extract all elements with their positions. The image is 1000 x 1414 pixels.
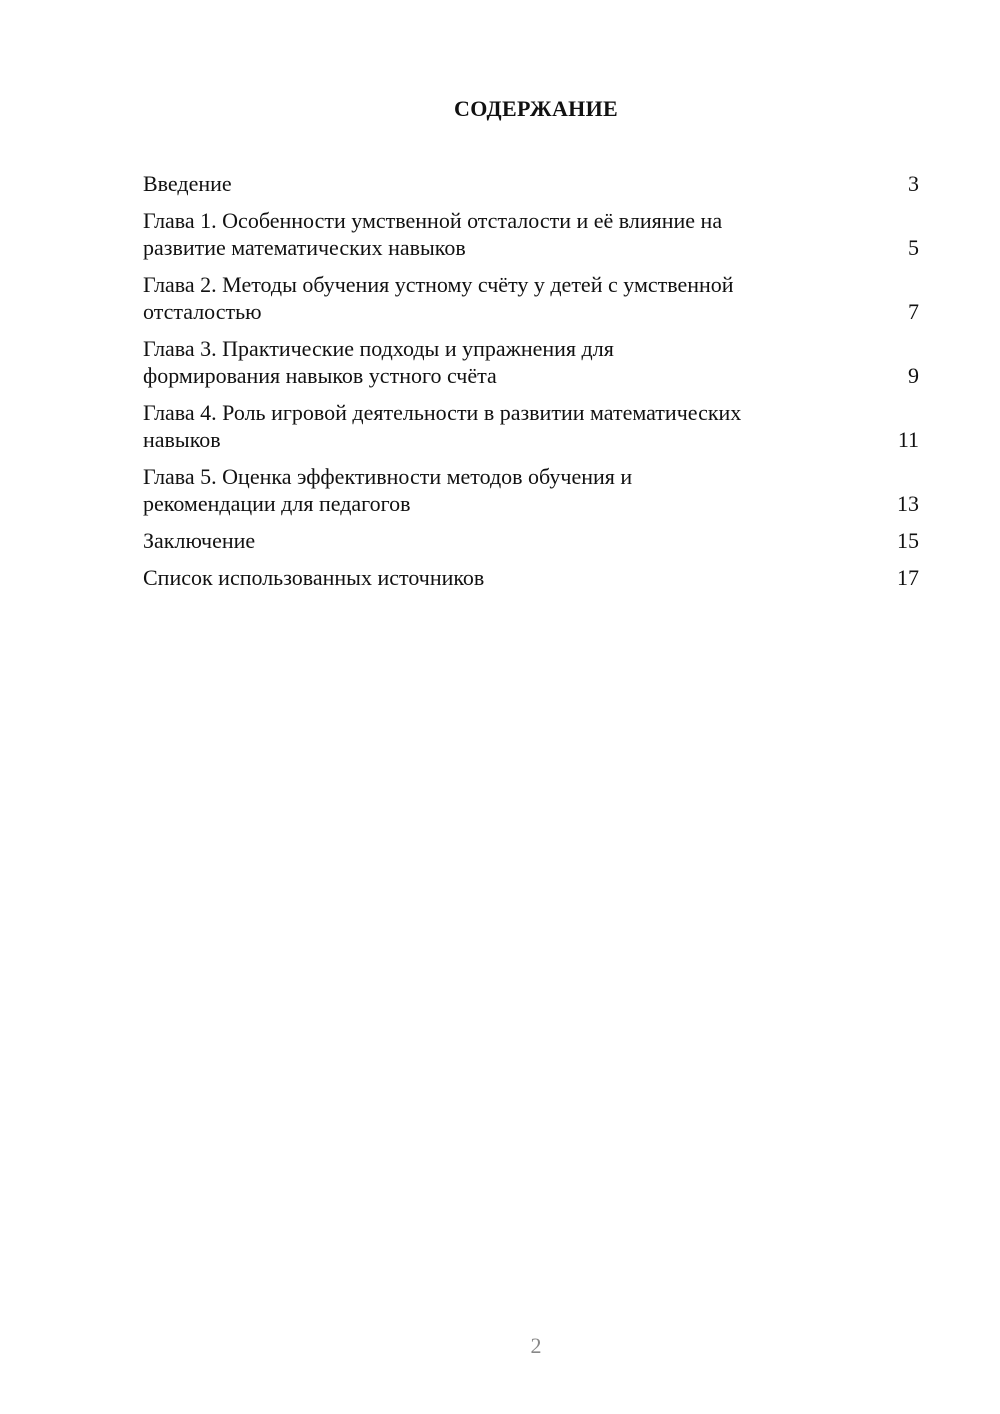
page-number: 2: [530, 1333, 542, 1358]
toc-entry-page: 3: [908, 171, 919, 196]
toc-entry-title: Глава 3. Практические подходы и упражнения для формирования навыков устного счёта: [143, 336, 614, 388]
toc-entry-chapter-4[interactable]: [143, 399, 919, 453]
toc-entry-title: Глава 5. Оценка эффективности методов обучения и рекомендации для педагогов: [143, 464, 633, 516]
toc-entry-chapter-5[interactable]: [143, 463, 919, 517]
toc-entry-title: Глава 4. Роль игровой деятельности в развитии математических навыков: [143, 400, 742, 452]
toc-entry-title: Глава 1. Особенности умственной отсталости и её влияние на развитие математических навыков: [143, 208, 723, 260]
toc-entry-title: Список использованных источников: [143, 565, 485, 590]
toc-entry-title: Введение: [143, 171, 232, 196]
page-title: СОДЕРЖАНИЕ: [454, 96, 618, 121]
toc-entry-page: 9: [908, 363, 919, 388]
toc-entry-title: Глава 2. Методы обучения устному счёту у детей с умственной отсталостью: [143, 272, 734, 324]
toc-entry-page: 17: [897, 565, 919, 590]
toc-entry-conclusion[interactable]: [143, 527, 919, 554]
toc-entry-page: 7: [908, 299, 919, 324]
toc-entry-page: 15: [897, 528, 919, 553]
table-of-contents: [143, 170, 919, 601]
toc-entry-page: 13: [897, 491, 919, 516]
toc-entry-introduction[interactable]: [143, 170, 919, 197]
toc-entry-chapter-2[interactable]: [143, 271, 919, 325]
toc-entry-chapter-3[interactable]: [143, 335, 919, 389]
toc-entry-page: 11: [897, 427, 919, 452]
toc-entry-title: Заключение: [143, 528, 256, 553]
toc-entry-chapter-1[interactable]: [143, 207, 919, 261]
toc-entry-references[interactable]: [143, 564, 919, 591]
toc-entry-page: 5: [908, 235, 919, 260]
